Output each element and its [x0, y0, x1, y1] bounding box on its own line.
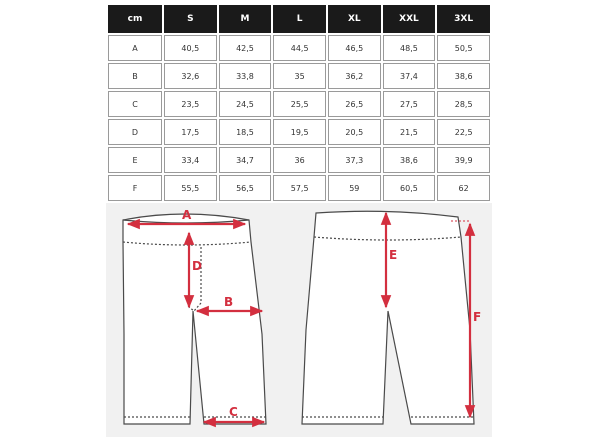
table-cell: 26,5 — [328, 91, 381, 117]
table-cell: 35 — [273, 63, 326, 89]
label-e: E — [389, 248, 398, 262]
table-cell: 28,5 — [437, 91, 490, 117]
back-shorts-outline — [302, 211, 474, 424]
table-row — [108, 147, 490, 173]
table-cell: 23,5 — [164, 91, 217, 117]
table-cell: 32,6 — [164, 63, 217, 89]
table-cell: B — [108, 63, 162, 89]
table-row — [108, 35, 490, 61]
table-cell: 48,5 — [383, 35, 436, 61]
table-cell: C — [108, 91, 162, 117]
table-cell: 40,5 — [164, 35, 217, 61]
label-d: D — [192, 259, 202, 273]
table-cell: 42,5 — [219, 35, 272, 61]
label-f: F — [473, 310, 482, 324]
header-cell: M — [219, 5, 272, 33]
header-cell: XL — [328, 5, 381, 33]
table-cell: 22,5 — [437, 119, 490, 145]
table-cell: 17,5 — [164, 119, 217, 145]
table-cell: 33,8 — [219, 63, 272, 89]
table-cell: 59 — [328, 175, 381, 201]
table-cell: 62 — [437, 175, 490, 201]
table-cell: E — [108, 147, 162, 173]
shorts-measurement-diagram — [106, 203, 492, 437]
table-cell: 37,4 — [383, 63, 436, 89]
table-cell: 55,5 — [164, 175, 217, 201]
table-row — [108, 63, 490, 89]
table-row — [108, 175, 490, 201]
header-cell: L — [273, 5, 326, 33]
header-cell: 3XL — [437, 5, 490, 33]
header-cell: XXL — [383, 5, 436, 33]
label-c: C — [229, 405, 238, 419]
table-cell: F — [108, 175, 162, 201]
table-cell: 38,6 — [383, 147, 436, 173]
table-cell: 27,5 — [383, 91, 436, 117]
shorts-diagram-svg — [106, 203, 492, 437]
table-cell: 57,5 — [273, 175, 326, 201]
table-cell: 56,5 — [219, 175, 272, 201]
table-cell: A — [108, 35, 162, 61]
table-cell: 39,9 — [437, 147, 490, 173]
front-shorts-outline — [123, 214, 266, 424]
size-chart-table — [106, 3, 492, 203]
table-cell: 24,5 — [219, 91, 272, 117]
table-cell: 36 — [273, 147, 326, 173]
table-cell: 60,5 — [383, 175, 436, 201]
table-cell: D — [108, 119, 162, 145]
header-cell: S — [164, 5, 217, 33]
label-b: B — [224, 295, 234, 309]
table-cell: 19,5 — [273, 119, 326, 145]
table-cell: 33,4 — [164, 147, 217, 173]
table-cell: 44,5 — [273, 35, 326, 61]
table-cell: 21,5 — [383, 119, 436, 145]
table-cell: 38,6 — [437, 63, 490, 89]
table-cell: 18,5 — [219, 119, 272, 145]
table-cell: 37,3 — [328, 147, 381, 173]
table-cell: 20,5 — [328, 119, 381, 145]
label-a: A — [182, 208, 192, 222]
table-row — [108, 91, 490, 117]
table-cell: 25,5 — [273, 91, 326, 117]
table-cell: 46,5 — [328, 35, 381, 61]
table-cell: 36,2 — [328, 63, 381, 89]
table-cell: 50,5 — [437, 35, 490, 61]
table-header-row — [108, 5, 490, 33]
header-cell: cm — [108, 5, 162, 33]
table-row — [108, 119, 490, 145]
table-cell: 34,7 — [219, 147, 272, 173]
